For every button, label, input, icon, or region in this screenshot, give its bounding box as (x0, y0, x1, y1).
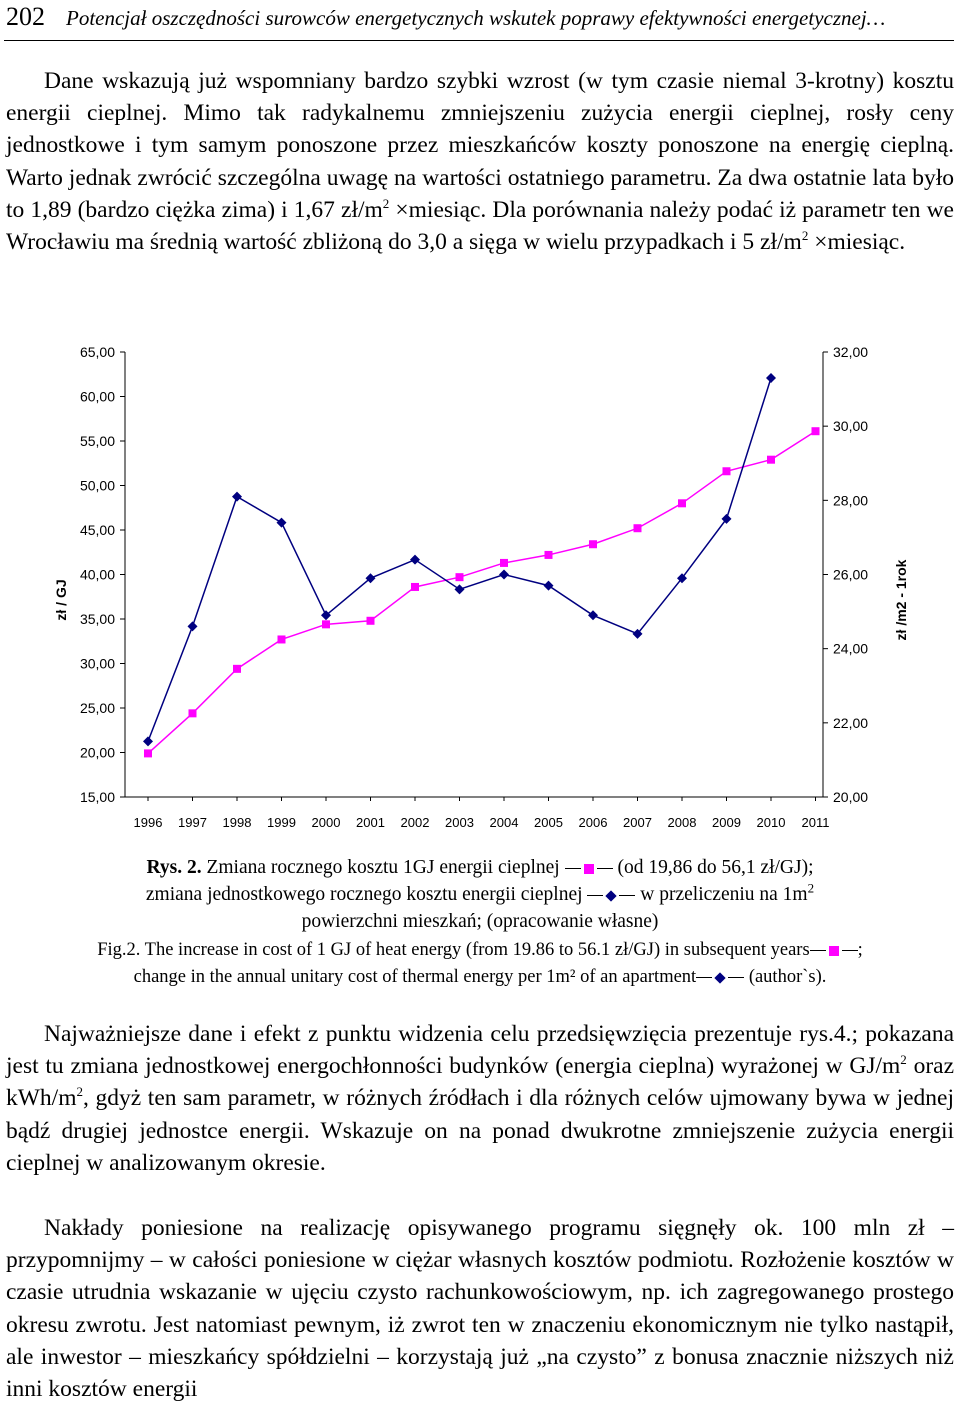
x-tick-label: 2004 (489, 815, 519, 830)
left-tick-label: 30,00 (79, 655, 115, 672)
x-tick-label: 2000 (311, 815, 341, 830)
left-tick-label: 25,00 (79, 700, 115, 716)
cost-chart (40, 330, 920, 840)
legend-diamond-icon (606, 890, 617, 901)
legend-square-icon (584, 864, 594, 874)
left-tick-label: 15,00 (79, 789, 115, 805)
left-tick-label: 65,00 (79, 344, 115, 360)
right-axis-label: zł /m2 - 1rok (893, 559, 909, 641)
series-1-point (634, 524, 642, 532)
page-number: 202 (6, 2, 45, 31)
series-1-point (411, 583, 419, 591)
left-tick-label: 40,00 (79, 566, 115, 583)
x-tick-label: 2003 (445, 815, 474, 830)
right-tick-label: 28,00 (833, 492, 869, 509)
x-tick-label: 1999 (267, 815, 296, 830)
page-header (4, 0, 954, 41)
left-y-axis (80, 344, 125, 805)
series-1-point (589, 540, 597, 548)
x-tick-label: 2001 (356, 815, 385, 830)
paragraph-investment: Nakłady poniesione na realizację opisywanego programu sięgnęły ok. 100 mln zł – przypomnijmy – w całości poniesione w ciężar własnych kosztów podmiotu. Rozłożenie kosztów w czasie utrudnia wskazanie w ujęciu czysto rachunkowościowym, np. ich zagregowanego prostego okresu zwrotu. Jest natomiast pewnym, iż zwrot ten w znaczeniu ekonomicznym nie tylko nastąpił, ale inwestor – mieszkańcy spółdzielni – korzystają już „na czysto” z bonusa znacznie niższych niż inni kosztów energii (6, 1215, 954, 1403)
caption-pl-line1: Rys. 2. Zmiana rocznego kosztu 1GJ energii cieplnej (od 19,86 do 56,1 zł/GJ); (146, 857, 814, 878)
right-y-axis (823, 344, 868, 805)
series-1-point (144, 749, 152, 757)
series-1-point (278, 635, 286, 643)
series-1-point (367, 617, 375, 625)
caption-pl-line2: zmiana jednostkowego rocznego kosztu energii cieplnej w przeliczeniu na $1m^2$ (145, 880, 815, 905)
paragraph-intro: Dane wskazują już wspomniany bardzo szybki wzrost (w tym czasie niemal 3-krotny) kosztu energii cieplnej. Mimo tak radykalnemu zmniejszeniu zużycia energii cieplnej, rosły ceny jednostkowe i tym samym ponoszone przez mieszkańców koszty ponoszone na energię cieplną. Warto jednak zwrócić szczególna uwagę na wartości ostatniego parametru. Za dwa ostatnie lata było to 1,89 (bardzo ciężka zima) i 1,67 $zł/m^2$ ×miesiąc. Dla porównania należy podać iż parametr ten we Wrocławiu ma średnią wartość zbliżoną do 3,0 a sięga w wielu przypadkach i 5 $zł/m^2$ ×miesiąc. (6, 68, 954, 256)
series-2-point (232, 492, 242, 502)
x-tick-label: 1996 (133, 815, 163, 830)
series-2-point (410, 555, 420, 565)
x-tick-label: 1998 (222, 815, 252, 830)
left-tick-label: 35,00 (79, 611, 115, 627)
caption-en-line1: Fig.2. The increase in cost of 1 GJ of heat energy (from 19.86 to 56.1 zł/GJ) in subsequent years ; (97, 940, 863, 960)
series-1-point (767, 456, 775, 464)
series-1-point (456, 573, 464, 581)
right-tick-label: 20,00 (833, 789, 869, 805)
x-tick-label: 2011 (801, 815, 830, 830)
x-axis (125, 797, 829, 830)
x-tick-label: 2007 (623, 815, 652, 830)
x-tick-label: 2002 (400, 815, 430, 830)
series-1-point (233, 665, 241, 673)
caption-pl-line3: powierzchni mieszkań; (opracowanie własne) (301, 911, 659, 932)
right-tick-label: 30,00 (833, 418, 869, 435)
left-tick-label: 45,00 (79, 522, 115, 538)
series-layer (143, 373, 820, 757)
x-tick-label: 1997 (178, 815, 207, 830)
right-tick-label: 26,00 (833, 566, 869, 583)
series-1-point (678, 499, 686, 507)
series-1-point (322, 620, 330, 628)
x-tick-label: 2010 (756, 815, 786, 830)
series-1-point (189, 709, 197, 717)
series-2-point (455, 584, 465, 594)
left-tick-label: 60,00 (79, 388, 115, 405)
legend-square-icon (829, 946, 839, 956)
series-line-2 (148, 378, 771, 741)
x-tick-label: 2008 (667, 815, 697, 830)
series-1-point (723, 467, 731, 475)
x-tick-label: 2005 (534, 815, 563, 830)
legend-diamond-icon (715, 972, 726, 983)
series-2-point (188, 621, 198, 631)
series-1-point (500, 559, 508, 567)
left-axis-label: zł / GJ (53, 579, 69, 621)
series-2-point (143, 736, 153, 746)
series-2-point (588, 610, 598, 620)
x-tick-label: 2009 (712, 815, 741, 830)
series-line-1 (148, 431, 816, 753)
left-tick-label: 55,00 (79, 433, 115, 449)
series-2-point (499, 570, 509, 580)
x-tick-label: 2006 (578, 815, 608, 830)
left-tick-label: 20,00 (79, 744, 115, 761)
right-tick-label: 24,00 (833, 640, 869, 657)
caption-en-line2: change in the annual unitary cost of thermal energy per 1m² of an apartment (author`s). (133, 967, 827, 987)
right-tick-label: 22,00 (833, 714, 869, 731)
series-2-point (544, 581, 554, 591)
series-1-point (812, 427, 820, 435)
series-1-point (545, 551, 553, 559)
series-2-point (766, 373, 776, 383)
right-tick-label: 32,00 (833, 344, 869, 360)
running-title: Potencjał oszczędności surowców energetycznych wskutek poprawy efektywności energetycznej… (66, 6, 886, 30)
series-2-point (277, 518, 287, 528)
paragraph-main-data: Najważniejsze dane i efekt z punktu widzenia celu przedsięwzięcia prezentuje rys.4.; pokazana jest tu zmiana jednostkowej energochłonności budynków (energia cieplna) wyrażonej w $GJ/m^2$ oraz kWh/$m^2$, gdyż ten sam parametr, w różnych źródłach i dla różnych celów ujmowany bywa w jednej bądź drugiej jednostce energii. Wskazuje on na ponad dwukrotne zmniejszenie zużycia energii cieplnej w analizowanym okresie. (6, 1021, 955, 1176)
left-tick-label: 50,00 (79, 477, 115, 494)
